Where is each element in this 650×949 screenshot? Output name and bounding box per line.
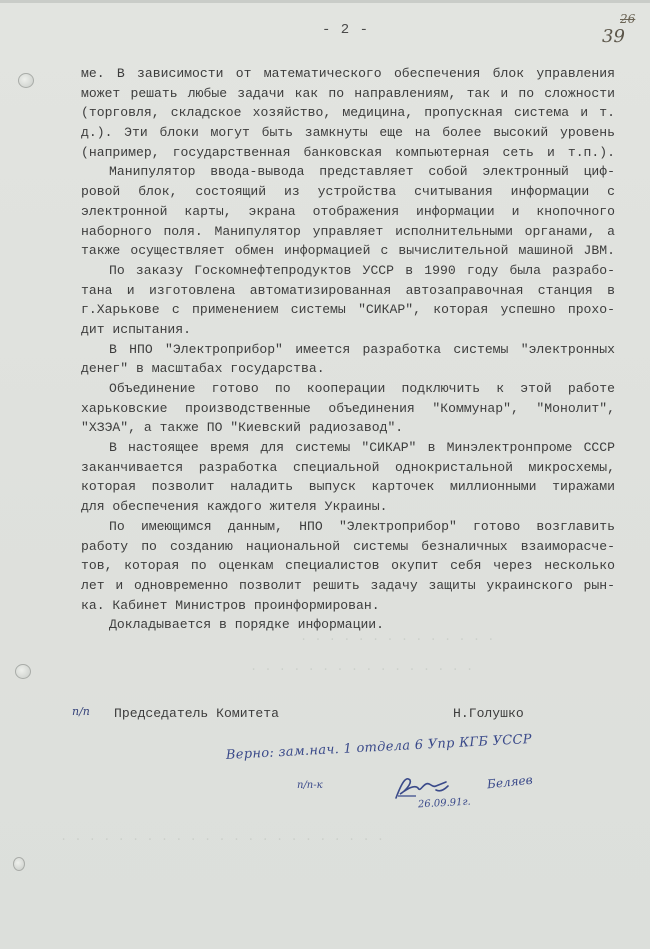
text-line: (торговля, складское хозяйство, медицина, пропускная система и т.: [81, 105, 615, 121]
punch-hole-icon: [18, 73, 34, 88]
text-line: ка. Кабинет Министров проинформирован.: [81, 597, 380, 613]
text-line: г.Харькове с применением системы "СИКАР", которая успешно прохо-: [81, 302, 615, 318]
text-line: заканчивается разработка специальной однокристальной микросхемы,: [81, 459, 615, 475]
text-line: д.). Эти блоки могут быть замкнуты еще на более высокий уровень: [81, 125, 615, 141]
show-through-text: . . . . . . . . . . . . . .: [300, 630, 495, 644]
text-line: Докладывается в порядке информации.: [109, 617, 385, 633]
text-line: которая позволит наладить выпуск карточек миллионными тиражами: [81, 479, 615, 495]
text-line: Объединение готово по кооперации подключить к этой работе: [109, 381, 615, 396]
np-mark: п/п: [72, 705, 90, 718]
text-line: может решать любые задачи как по направлениям, так и по сложности: [81, 85, 615, 101]
text-line: (например, государственная банковская компьютерная сеть и т.п.).: [81, 144, 615, 160]
paragraph: [81, 261, 615, 340]
text-line: В настоящее время для системы "СИКАР" в Минэлектронпроме СССР: [109, 440, 615, 456]
paragraph: [81, 162, 615, 260]
text-line: тана и изготовлена автоматизированная автозаправочная станция в: [81, 282, 615, 298]
text-line: электронной карты, экрана отображения информации и кнопочного: [81, 203, 615, 219]
text-line: денег" в масштабах государства.: [81, 361, 325, 377]
signatory-name: Н.Голушко: [453, 706, 524, 721]
text-line: наборного поля. Манипулятор управляет исполнительными органами, а: [81, 223, 615, 239]
text-line: Манипулятор ввода-вывода представляет собой электронный циф-: [109, 164, 615, 180]
punch-hole-icon: [15, 664, 31, 679]
signatory-title: Председатель Комитета: [114, 706, 280, 721]
text-line: "ХЗЭА", а также ПО "Киевский радиозавод".: [81, 420, 404, 436]
text-line: тов, которая по оценкам специалистов окупит себя через несколько: [81, 558, 615, 574]
show-through-text: . . . . . . . . . . . . . . . .: [250, 660, 474, 674]
paragraph: [81, 615, 615, 635]
text-line: лет и одновременно позволит решить задачу защиты украинского рын-: [81, 577, 615, 593]
archive-number: 39: [602, 26, 625, 47]
text-line: харьковские производственные объединения "Коммунар", "Монолит",: [81, 400, 615, 416]
page-number: - 2 -: [322, 22, 370, 38]
memo-body: [81, 64, 615, 635]
text-line: По имеющимся данным, НПО "Электроприбор" готово возглавить: [109, 518, 615, 534]
text-line: По заказу Госкомнефтепродуктов УССР в 1990 году была разрабо-: [109, 262, 615, 278]
handwritten-certification: Верно: зам.нач. 1 отдела 6 Упр КГБ УССР: [225, 731, 533, 763]
paragraph: [81, 517, 615, 615]
handwritten-np-mark: п/п-к: [297, 780, 323, 791]
text-line: также осуществляет обмен информацией с вычислительной машиной JBM.: [81, 243, 615, 259]
text-line: дит испытания.: [81, 321, 192, 337]
text-line: работу по созданию национальной системы безналичных взаиморасче-: [81, 538, 615, 554]
handwritten-signer-name: Беляев: [486, 772, 534, 792]
paragraph: [81, 379, 615, 438]
text-line: для обеспечения каждого жителя Украины.: [81, 499, 388, 515]
handwritten-date: 26.09.91г.: [417, 796, 472, 811]
punch-hole-icon: [13, 857, 25, 871]
text-line: ровой блок, состоящий из устройства считывания информации с: [81, 184, 615, 200]
text-line: ме. В зависимости от математического обеспечения блок управления: [81, 66, 615, 81]
show-through-text: . . . . . . . . . . . . . . . . . . . . . . .: [60, 830, 385, 844]
archive-number-old: 26: [620, 12, 636, 26]
paragraph: [81, 340, 615, 379]
paragraph: [81, 438, 615, 517]
text-line: В НПО "Электроприбор" имеется разработка системы "электронных: [109, 341, 615, 357]
paragraph: [81, 64, 615, 162]
